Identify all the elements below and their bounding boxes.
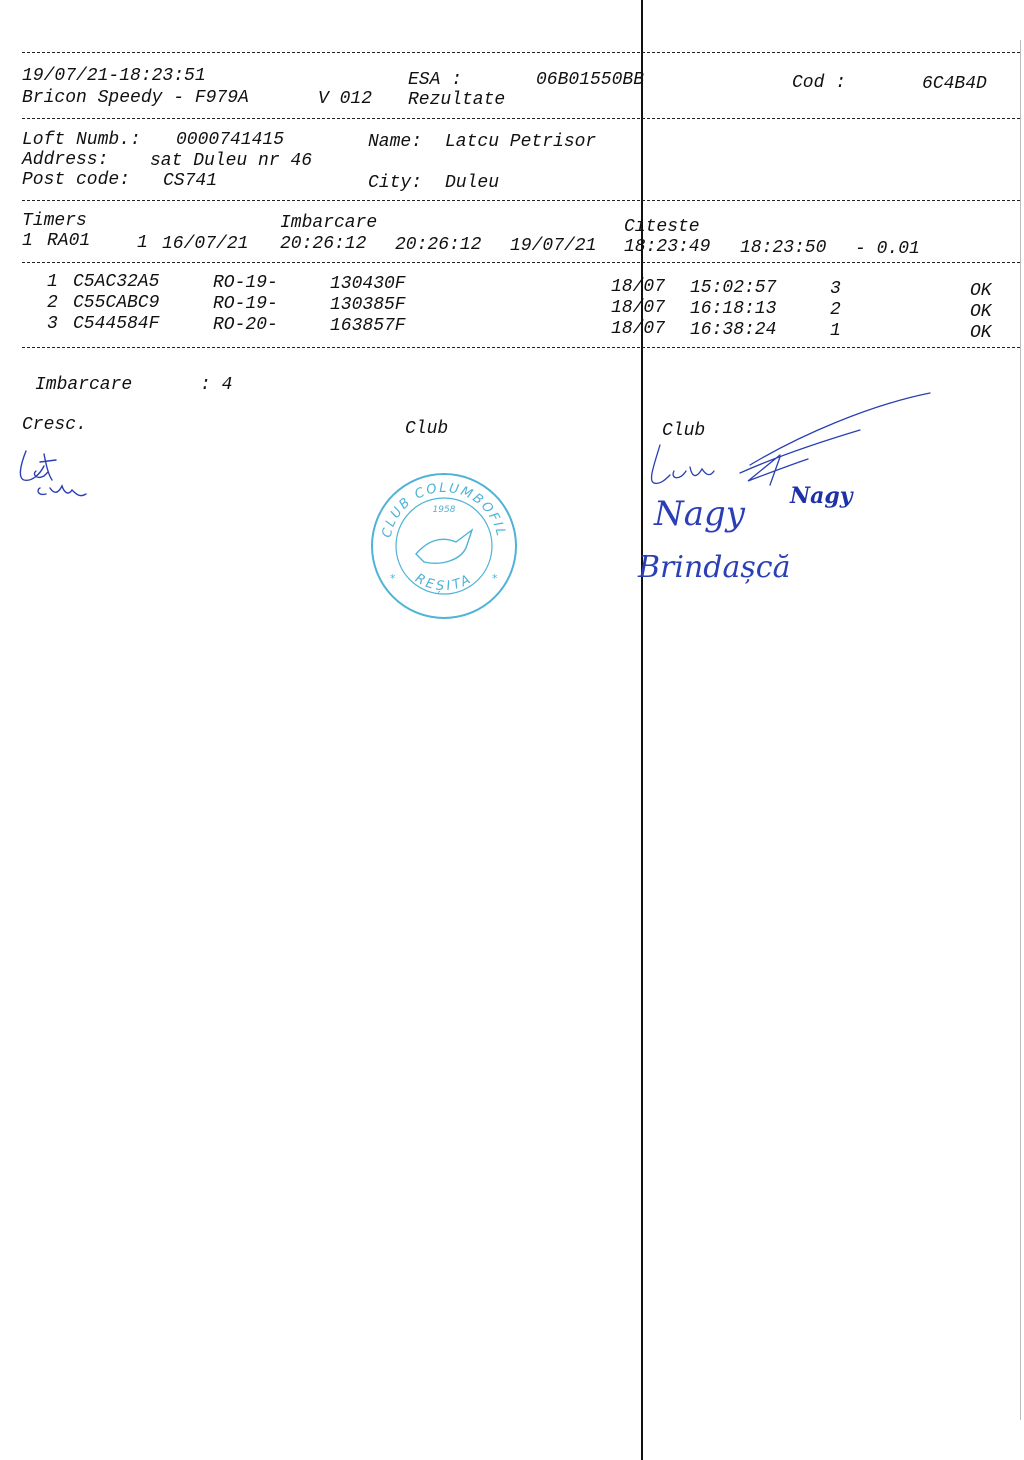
result-index: 2 [47, 293, 58, 313]
device-version: V 012 [318, 89, 373, 109]
club-handwritten-signatures [630, 385, 940, 595]
reading-date: 19/07/21 [510, 236, 597, 256]
basketing-time-2: 20:26:12 [395, 235, 482, 255]
fancier-name: Latcu Petrisor [445, 132, 597, 152]
arrival-date: 18/07 [611, 319, 666, 339]
result-rank: 1 [830, 321, 841, 341]
stamp-star-left: * [390, 572, 396, 585]
result-status: OK [970, 323, 992, 343]
result-index: 3 [47, 314, 58, 334]
result-rank: 2 [830, 300, 841, 320]
arrival-date: 18/07 [611, 277, 666, 297]
timers-header: Timers [22, 211, 87, 231]
address-label: Address: [22, 150, 109, 170]
stamp-star-right: * [492, 572, 498, 585]
basketing-time: 20:26:12 [280, 234, 367, 254]
esa-label: ESA : [408, 70, 463, 90]
divider [22, 200, 1020, 201]
breeder-signature-label: Cresc. [22, 415, 87, 435]
page-edge [1020, 40, 1021, 1420]
breeder-signature [14, 436, 114, 506]
club-stamp [368, 470, 520, 622]
city-label: City: [368, 173, 423, 193]
handwritten-signature-2: Nagy [790, 483, 853, 509]
cod-label: Cod : [792, 73, 847, 93]
address-value: sat Duleu nr 46 [150, 151, 313, 171]
pigeon-icon [416, 530, 472, 563]
timer-index: 1 [22, 231, 33, 251]
arrival-time: 15:02:57 [690, 278, 777, 298]
svg-text:REȘITA [412, 571, 475, 594]
summary-imbarcare-label: Imbarcare [35, 375, 133, 395]
esa-value: 06B01550BB [536, 70, 645, 90]
postcode-label: Post code: [22, 170, 131, 190]
city-value: Duleu [445, 173, 500, 193]
report-datetime: 19/07/21-18:23:51 [22, 66, 206, 86]
report-type: Rezultate [408, 90, 506, 110]
result-rank: 3 [830, 279, 841, 299]
ring-number: 130385F [330, 295, 406, 315]
loft-label: Loft Numb.: [22, 130, 141, 150]
arrival-time: 16:18:13 [690, 299, 777, 319]
ring-number: 130430F [330, 274, 406, 294]
chip-id: C5AC32A5 [73, 272, 160, 292]
ring-prefix: RO-19- [213, 273, 278, 293]
stamp-year: 1958 [432, 505, 456, 515]
stamp-top-text: CLUB COLUMBOFIL [379, 480, 509, 540]
name-label: Name: [368, 132, 423, 152]
chip-id: C55CABC9 [73, 293, 160, 313]
arrival-date: 18/07 [611, 298, 666, 318]
handwritten-signature-1: Nagy [654, 494, 745, 534]
result-status: OK [970, 302, 992, 322]
handwritten-signature-3: Brindașcă [638, 550, 791, 585]
result-index: 1 [47, 272, 58, 292]
divider [22, 52, 1020, 53]
ring-prefix: RO-20- [213, 315, 278, 335]
club-signature-label-2: Club [662, 421, 706, 441]
basketing-date: 16/07/21 [162, 234, 249, 254]
loft-number: 0000741415 [176, 130, 285, 150]
stamp-bottom-text: REȘITA [412, 571, 476, 595]
chip-id: C544584F [73, 314, 160, 334]
imbarcare-header: Imbarcare [280, 213, 378, 233]
clock-time: 18:23:50 [740, 238, 827, 258]
timer-id: RA01 [47, 231, 91, 251]
device-name: Bricon Speedy - F979A [22, 88, 249, 108]
club-signature-label: Club [405, 419, 449, 439]
reading-time: 18:23:49 [624, 237, 711, 257]
ring-number: 163857F [330, 316, 406, 336]
arrival-time: 16:38:24 [690, 320, 777, 340]
divider [22, 262, 1020, 263]
divider [22, 118, 1020, 119]
cod-value: 6C4B4D [922, 74, 987, 94]
timer-number: 1 [137, 233, 148, 253]
ring-prefix: RO-19- [213, 294, 278, 314]
postcode-value: CS741 [163, 171, 218, 191]
citeste-header: Citeste [624, 217, 700, 237]
result-status: OK [970, 281, 992, 301]
time-difference: - 0.01 [855, 239, 920, 259]
divider [22, 347, 1020, 348]
summary-imbarcare-value: : 4 [200, 375, 233, 395]
